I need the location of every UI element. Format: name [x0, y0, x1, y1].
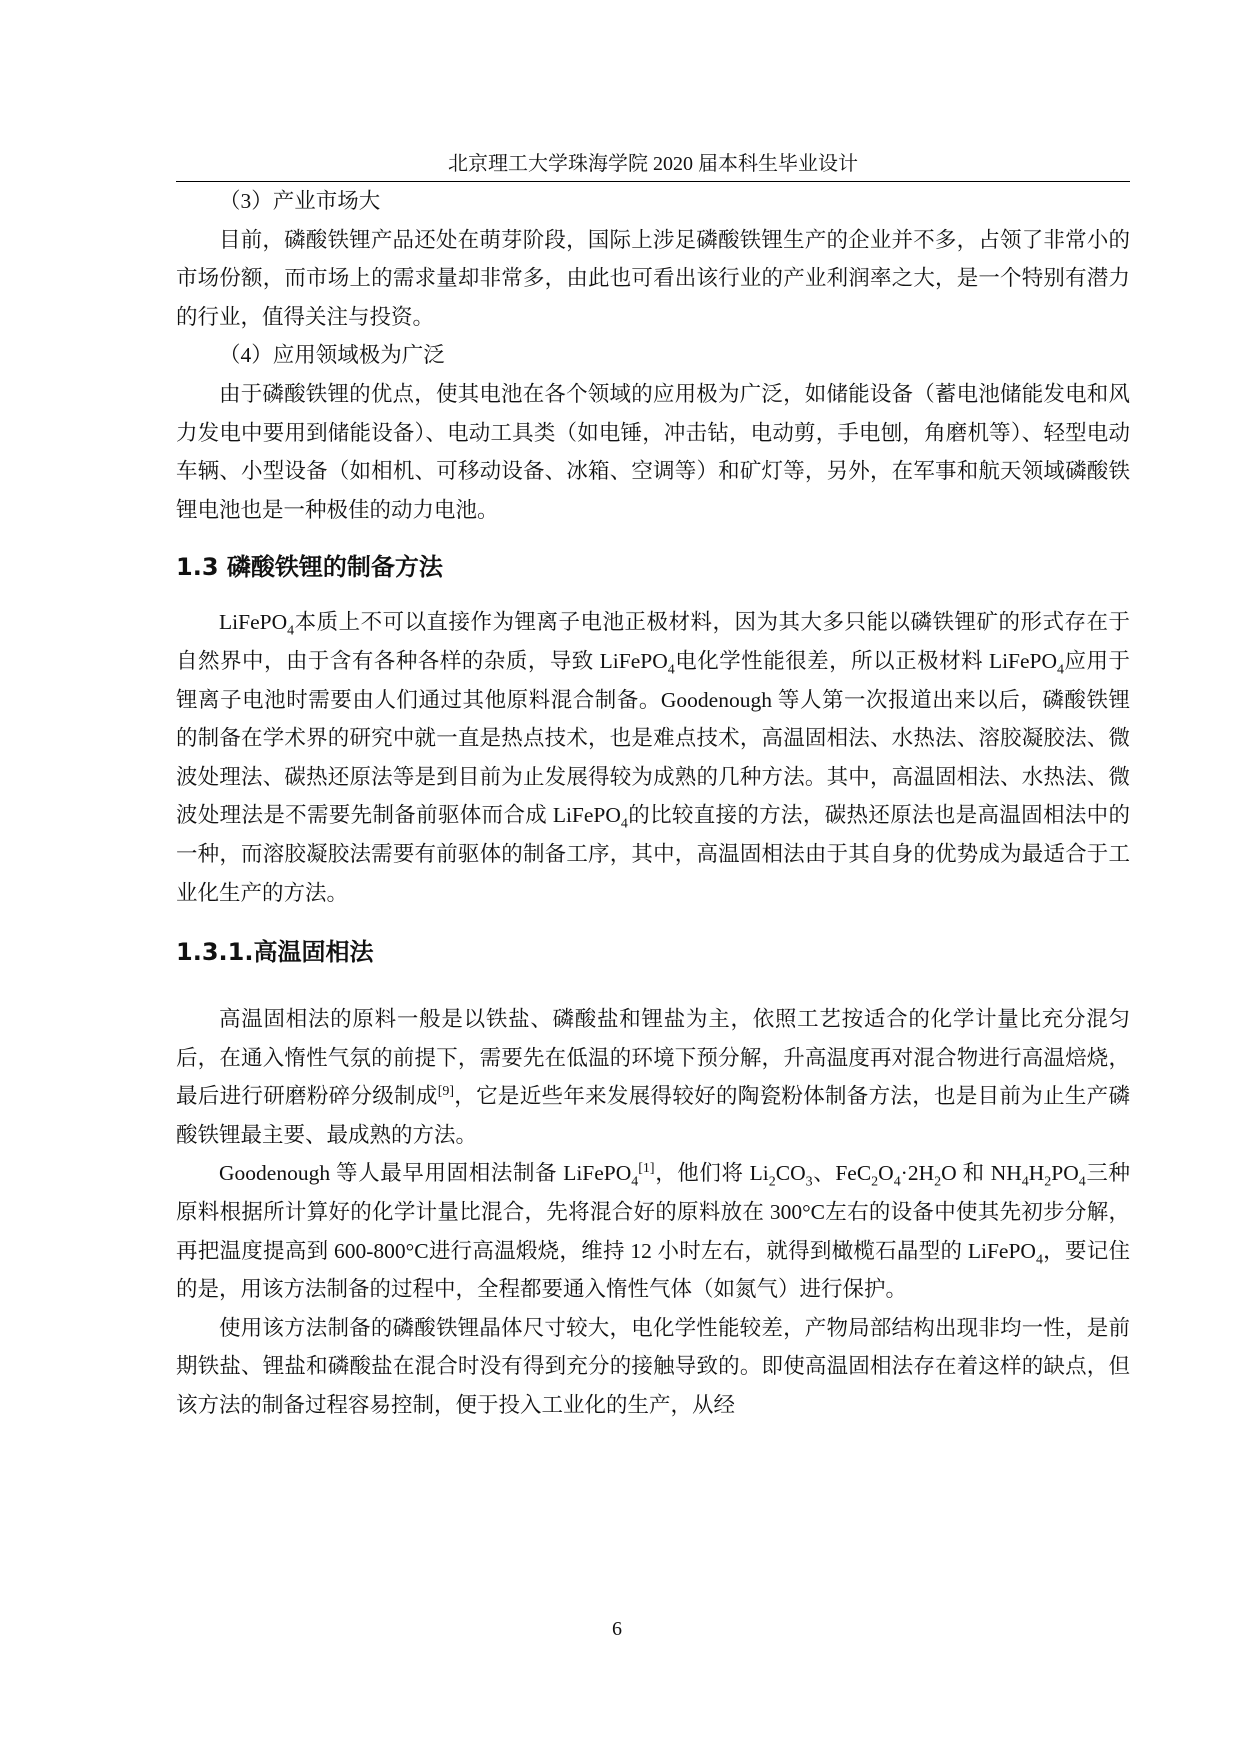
item-4-title: （4）应用领域极为广泛 [219, 343, 445, 368]
item-3-title: （3）产业市场大 [219, 189, 381, 213]
section-1-3-1-paragraph-1: 高温固相法的原料一般是以铁盐、磷酸盐和锂盐为主，依照工艺按适合的化学计量比充分混匀后，在通入惰性气氛的前提下，需要先在低温的环境下预分解，升高温度再对混合物进行高温焙烧，最后进行研磨粉碎分级制成[9]，它是近些年来发展得较好的陶瓷粉体制备方法，也是目前为止生产磷酸铁锂最主要、最成熟的方法。 [176, 1007, 1130, 1147]
section-heading-1-3-1: 1.3.1.高温固相法 [176, 938, 374, 967]
citation-1: [1] [638, 1161, 655, 1177]
section-heading-1-3: 1.3 磷酸铁锂的制备方法 [176, 553, 443, 582]
page-number: 6 [612, 1618, 622, 1640]
citation-9: [9] [437, 1084, 454, 1100]
item-3-paragraph: 目前，磷酸铁锂产品还处在萌芽阶段，国际上涉足磷酸铁锂生产的企业并不多，占领了非常小的市场份额，而市场上的需求量却非常多，由此也可看出该行业的产业利润率之大，是一个特别有潜力的行业，值得关注与投资。 [176, 227, 1130, 329]
item-4-paragraph: 由于磷酸铁锂的优点，使其电池在各个领域的应用极为广泛，如储能设备（蓄电池储能发电和风力发电中要用到储能设备）、电动工具类（如电锤，冲击钻，电动剪，手电刨，角磨机等）、轻型电动车辆、小型设备（如相机、可移动设备、冰箱、空调等）和矿灯等，另外，在军事和航天领域磷酸铁锂电池也是一种极佳的动力电池。 [176, 381, 1130, 522]
section-1-3-1-paragraph-3: 使用该方法制备的磷酸铁锂晶体尺寸较大，电化学性能较差，产物局部结构出现非均一性，是前期铁盐、锂盐和磷酸盐在混合时没有得到充分的接触导致的。即使高温固相法存在着这样的缺点，但该方法的制备过程容易控制，便于投入工业化的生产，从经 [176, 1315, 1130, 1418]
page-content [176, 182, 1130, 1425]
section-1-3-1-paragraph-2: Goodenough 等人最早用固相法制备 LiFePO$_4$[1]，他们将 $Li_2CO_3$、$FeC_2O_4\cdot 2H_2O$ 和 $NH_4H_2PO_4$三种原料根据所计算好的化学计量比混合，先将混合好的原料放在 300°C左右的设备中使其先初步分解，再把温度提高到 600-800°C进行高温煅烧，维持 12 小时左右，就得到橄榄石晶型的 LiFePO$_4$，要记住的是，用该方法制备的过程中，全程都要通入惰性气体（如氮气）进行保护。 [176, 1161, 1130, 1302]
section-1-3-paragraph: LiFePO$_4$本质上不可以直接作为锂离子电池正极材料，因为其大多只能以磷铁锂矿的形式存在于自然界中，由于含有各种各样的杂质，导致 LiFePO$_4$电化学性能很差，所以正极材料 LiFePO$_4$应用于锂离子电池时需要由人们通过其他原料混合制备。Goodenough 等人第一次报道出来以后，磷酸铁锂的制备在学术界的研究中就一直是热点技术，也是难点技术，高温固相法、水热法、溶胶凝胶法、微波处理法、碳热还原法等是到目前为止发展得较为成熟的几种方法。其中，高温固相法、水热法、微波处理法是不需要先制备前驱体而合成 LiFePO$_4$的比较直接的方法，碳热还原法也是高温固相法中的一种，而溶胶凝胶法需要有前驱体的制备工序，其中，高温固相法由于其自身的优势成为最适合于工业化生产的方法。 [176, 610, 1130, 905]
running-header: 北京理工大学珠海学院 2020 届本科生毕业设计 [448, 153, 858, 175]
